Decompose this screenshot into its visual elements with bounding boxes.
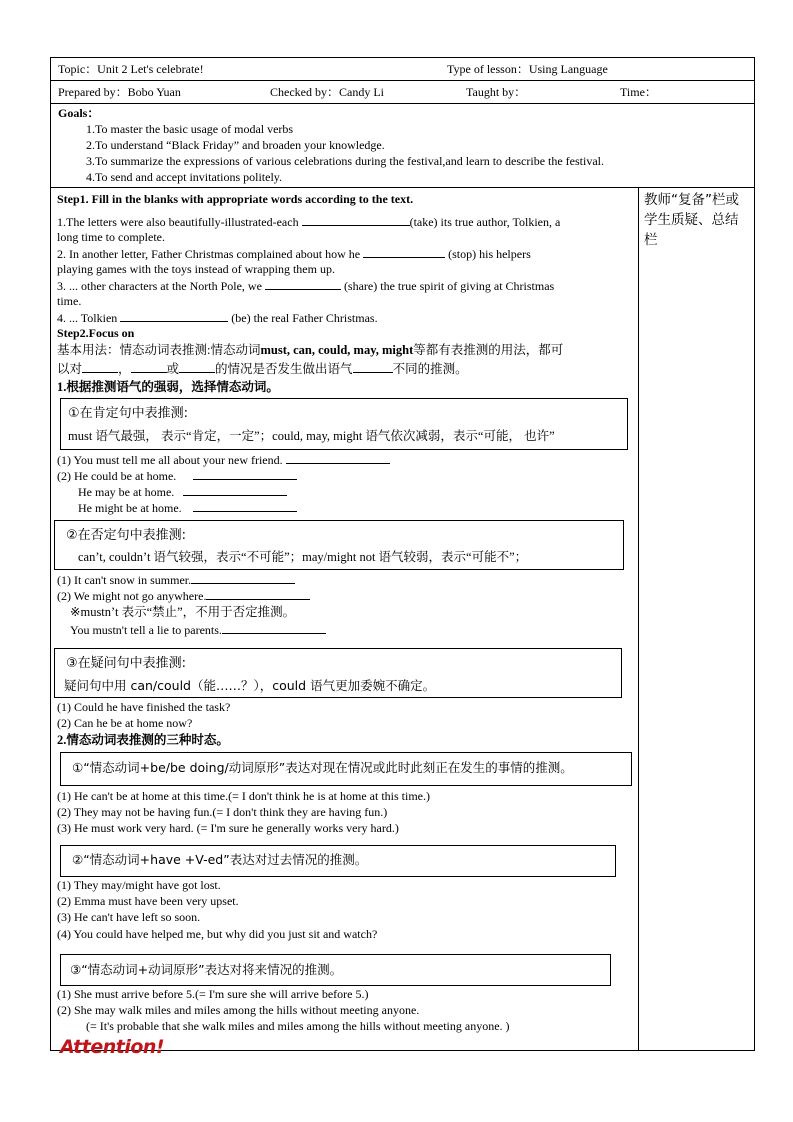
usage-line2: 以对 ， 或 的情况是否发生做出语气 不同的推测。 [57, 362, 468, 376]
topic-label: Topic：Unit 2 Let's celebrate! [58, 62, 204, 76]
present-example: (1) He can't be at home at this time.(= I don't think he is at home at this time.) [57, 789, 431, 803]
step1-q2-line2: playing games with the toys instead of wrapping them up. [57, 262, 335, 276]
affirmative-example: He may be at home. [78, 483, 287, 500]
box-affirmative-title: ①在肯定句中表推测: [68, 406, 189, 421]
answer-blank[interactable] [120, 309, 228, 322]
future-example: (= It's probable that she walk miles and miles among the hills without meeting anyone. ) [86, 1019, 510, 1033]
affirmative-example: (2) He could be at home. [57, 467, 297, 484]
section2-title: 2.情态动词表推测的三种时态。 [57, 733, 229, 747]
answer-blank[interactable] [191, 571, 295, 584]
step1-q4: 4. ... Tolkien (be) the real Father Christmas. [57, 311, 378, 325]
answer-blank[interactable] [353, 360, 393, 373]
past-example: (1) They may/might have got lost. [57, 878, 221, 892]
box-past-text: ②“情态动词+have +V-ed”表达对过去情况的推测。 [72, 852, 368, 867]
answer-blank[interactable] [302, 213, 410, 226]
step2-title: Step2.Focus on [57, 326, 135, 340]
answer-blank[interactable] [286, 451, 390, 464]
table-row-divider [50, 80, 755, 81]
lesson-type-label: Type of lesson：Using Language [447, 62, 608, 76]
box-affirmative-text: must 语气最强， 表示“肯定，一定”；could, may, might 语气依次减弱，表示“可能， 也许” [68, 429, 555, 443]
answer-blank[interactable] [222, 621, 326, 634]
answer-blank[interactable] [193, 467, 297, 480]
box-question-title: ③在疑问句中表推测: [66, 656, 187, 671]
present-example: (2) They may not be having fun.(= I don't think they are having fun.) [57, 805, 388, 819]
section1-title: 1.根据推测语气的强弱，选择情态动词。 [57, 380, 279, 394]
taught-by-label: Taught by： [466, 85, 527, 99]
goals-title: Goals： [58, 106, 100, 120]
side-note-line: 教师“复备”栏或 [644, 192, 739, 208]
step1-q1-line1: 1.The letters were also beautifully-illustrated-each (take) its true author, Tolkien, a [57, 215, 561, 229]
side-note-line: 栏 [644, 232, 658, 248]
step1-q3-line2: time. [57, 294, 82, 308]
answer-blank[interactable] [131, 360, 167, 373]
attention-heading: Attention! [60, 1036, 165, 1058]
affirmative-example: He might be at home. [78, 499, 297, 516]
box-question-text: 疑问句中用 can/could（能……？），could 语气更加委婉不确定。 [64, 678, 436, 693]
checked-by-label: Checked by：Candy Li [270, 85, 384, 99]
table-row-divider [50, 103, 755, 104]
answer-blank[interactable] [183, 483, 287, 496]
table-row-divider [50, 187, 755, 188]
present-example: (3) He must work very hard. (= I'm sure he generally works very hard.) [57, 821, 399, 835]
past-example: (3) He can't have left so soon. [57, 910, 201, 924]
side-note-line: 学生质疑、总结 [644, 212, 739, 228]
table-border-top [50, 57, 755, 58]
step1-q2-line1: 2. In another letter, Father Christmas complained about how he (stop) his helpers [57, 247, 531, 261]
question-example: (2) Can he be at home now? [57, 716, 193, 730]
goal-item: 2.To understand “Black Friday” and broaden your knowledge. [86, 138, 385, 152]
step1-q3-line1: 3. ... other characters at the North Pole, we (share) the true spirit of giving at Christmas [57, 279, 555, 293]
past-example: (4) You could have helped me, but why did you just sit and watch? [57, 927, 378, 941]
prepared-by-label: Prepared by：Bobo Yuan [58, 85, 181, 99]
negative-example: (2) We might not go anywhere. [57, 587, 310, 604]
step1-q1-line2: long time to complete. [57, 230, 165, 244]
affirmative-example: (1) You must tell me all about your new friend. [57, 451, 390, 468]
table-border-right [754, 57, 755, 1051]
answer-blank[interactable] [179, 360, 215, 373]
answer-blank[interactable] [265, 277, 341, 290]
past-example: (2) Emma must have been very upset. [57, 894, 239, 908]
answer-blank[interactable] [363, 245, 445, 258]
goal-item: 1.To master the basic usage of modal verbs [86, 122, 294, 136]
box-present-text: ①“情态动词+be/be doing/动词原形”表达对现在情况或此时此刻正在发生的事情的推测。 [72, 760, 573, 775]
usage-line1: 基本用法：情态动词表推测:情态动词must, can, could, may, might等都有表推测的用法，都可 [57, 343, 564, 357]
negative-example: (1) It can't snow in summer. [57, 571, 295, 588]
time-label: Time： [620, 85, 657, 99]
answer-blank[interactable] [193, 499, 297, 512]
question-example: (1) Could he have finished the task? [57, 700, 231, 714]
future-example: (1) She must arrive before 5.(= I'm sure she will arrive before 5.) [57, 987, 369, 1001]
table-border-left [50, 57, 51, 1051]
answer-blank[interactable] [82, 360, 118, 373]
goal-item: 4.To send and accept invitations politely. [86, 170, 283, 184]
negative-note: ※mustn’t 表示“禁止”，不用于否定推测。 [70, 605, 296, 619]
side-column-divider [638, 187, 639, 1051]
box-future-text: ③“情态动词+动词原形”表达对将来情况的推测。 [70, 962, 343, 977]
goal-item: 3.To summarize the expressions of various celebrations during the festival,and learn to describe the festival. [86, 154, 604, 168]
negative-example: You mustn't tell a lie to parents. [70, 621, 326, 638]
answer-blank[interactable] [206, 587, 310, 600]
box-negative-text: can’t, couldn’t 语气较强，表示“不可能”；may/might not 语气较弱，表示“可能不”； [78, 550, 528, 564]
step1-title: Step1. Fill in the blanks with appropriate words according to the text. [57, 192, 414, 206]
future-example: (2) She may walk miles and miles among the hills without meeting anyone. [57, 1003, 420, 1017]
box-negative-title: ②在否定句中表推测: [66, 528, 187, 543]
